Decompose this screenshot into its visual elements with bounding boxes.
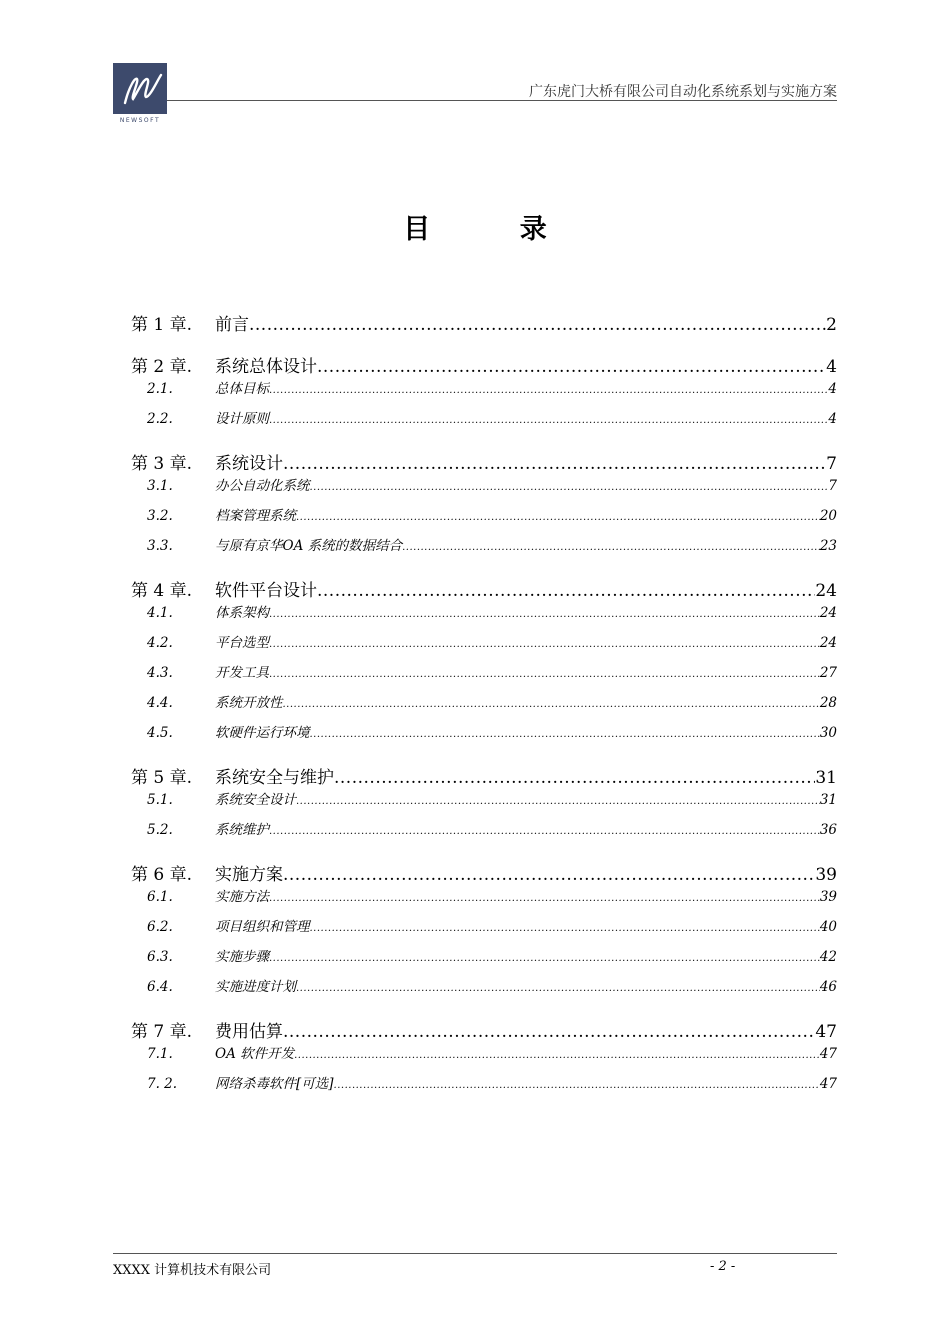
- section-number: 6.3.: [147, 949, 173, 965]
- dot-leader: [269, 822, 820, 838]
- footer-company: XXXX 计算机技术有限公司: [113, 1263, 272, 1278]
- section-number: 5.2.: [147, 822, 173, 838]
- logo-text: NEWSOFT: [119, 117, 161, 124]
- section-title: 办公自动化系统: [215, 478, 310, 494]
- toc-section-entry[interactable]: [131, 661, 837, 691]
- chapter-number: 第 1 章.: [131, 315, 193, 335]
- toc-section-entry[interactable]: [131, 885, 837, 915]
- section-page: 40: [819, 919, 837, 935]
- section-number: 2.1.: [147, 381, 173, 397]
- section-page: 36: [819, 822, 837, 838]
- dot-leader: [269, 665, 820, 681]
- toc-section-entry[interactable]: [131, 1042, 837, 1072]
- header-title: 广东虎门大桥有限公司自动化系统系划与实施方案: [529, 84, 837, 100]
- toc-section-entry[interactable]: [131, 474, 837, 504]
- section-number: 4.1.: [147, 605, 173, 621]
- toc-section-entry[interactable]: [131, 504, 837, 534]
- dot-leader: [269, 605, 820, 621]
- section-page: 4: [828, 411, 837, 427]
- section-page: 47: [819, 1076, 837, 1092]
- section-title: 体系架构: [215, 605, 269, 621]
- section-number: 7. 2.: [147, 1076, 178, 1092]
- section-title: 设计原则: [215, 411, 269, 427]
- section-number: 5.1.: [147, 792, 173, 808]
- section-number: 3.1.: [147, 478, 173, 494]
- section-page: 47: [819, 1046, 837, 1062]
- section-number: 4.3.: [147, 665, 173, 681]
- dot-leader: [294, 1046, 820, 1062]
- toc-chapter-entry[interactable]: [131, 310, 837, 340]
- dot-leader: [296, 979, 820, 995]
- section-page: 46: [819, 979, 837, 995]
- section-page: 42: [819, 949, 837, 965]
- section-number: 7.1.: [147, 1046, 173, 1062]
- section-title: 项目组织和管理: [215, 919, 310, 935]
- section-title: 实施步骤: [215, 949, 269, 965]
- chapter-page: 47: [815, 1022, 837, 1042]
- dot-leader: [317, 581, 815, 601]
- section-number: 4.4.: [147, 695, 173, 711]
- chapter-page: 7: [826, 454, 837, 474]
- chapter-number: 第 6 章.: [131, 865, 193, 885]
- table-of-contents: [131, 310, 837, 1102]
- dot-leader: [269, 889, 820, 905]
- chapter-page: 31: [815, 768, 837, 788]
- chapter-title: 系统安全与维护: [215, 768, 334, 788]
- section-title: 档案管理系统: [215, 508, 296, 524]
- chapter-page: 2: [826, 315, 837, 335]
- section-title: 平台选型: [215, 635, 269, 651]
- section-page: 4: [828, 381, 837, 397]
- section-page: 20: [819, 508, 837, 524]
- toc-section-entry[interactable]: [131, 691, 837, 721]
- toc-section-entry[interactable]: [131, 945, 837, 975]
- dot-leader: [269, 411, 828, 427]
- section-number: 6.2.: [147, 919, 173, 935]
- section-number: 4.5.: [147, 725, 173, 741]
- toc-section-entry[interactable]: [131, 377, 837, 407]
- chapter-number: 第 4 章.: [131, 581, 193, 601]
- chapter-page: 4: [826, 357, 837, 377]
- chapter-title: 费用估算: [215, 1022, 283, 1042]
- dot-leader: [334, 768, 815, 788]
- toc-section-entry[interactable]: [131, 631, 837, 661]
- toc-section-entry[interactable]: [131, 534, 837, 564]
- toc-section-entry[interactable]: [131, 915, 837, 945]
- section-title: 网络杀毒软件[可选]: [215, 1076, 334, 1092]
- footer-divider: [113, 1253, 837, 1254]
- chapter-page: 39: [815, 865, 837, 885]
- section-title: 实施进度计划: [215, 979, 296, 995]
- footer-page-number: - 2 -: [710, 1259, 736, 1274]
- dot-leader: [296, 508, 820, 524]
- toc-section-entry[interactable]: [131, 975, 837, 1005]
- dot-leader: [310, 919, 820, 935]
- section-title: OA 软件开发: [215, 1046, 295, 1062]
- toc-section-entry[interactable]: [131, 818, 837, 848]
- chapter-title: 实施方案: [215, 865, 283, 885]
- section-number: 6.4.: [147, 979, 173, 995]
- toc-section-entry[interactable]: [131, 1072, 837, 1102]
- logo-mark: [113, 63, 167, 114]
- chapter-title: 前言: [215, 315, 249, 335]
- section-page: 24: [819, 635, 837, 651]
- dot-leader: [310, 725, 820, 741]
- section-number: 4.2.: [147, 635, 173, 651]
- chapter-number: 第 2 章.: [131, 357, 193, 377]
- dot-leader: [283, 454, 826, 474]
- dot-leader: [283, 865, 815, 885]
- section-title: 系统安全设计: [215, 792, 296, 808]
- dot-leader: [334, 1076, 820, 1092]
- section-title: 与原有京华OA 系统的数据结合: [215, 538, 403, 554]
- chapter-title: 软件平台设计: [215, 581, 317, 601]
- chapter-number: 第 5 章.: [131, 768, 193, 788]
- section-number: 2.2.: [147, 411, 173, 427]
- section-page: 24: [819, 605, 837, 621]
- section-number: 3.2.: [147, 508, 173, 524]
- chapter-title: 系统设计: [215, 454, 283, 474]
- toc-section-entry[interactable]: [131, 788, 837, 818]
- toc-title: 目 录: [403, 214, 587, 245]
- dot-leader: [283, 695, 820, 711]
- dot-leader: [310, 478, 829, 494]
- section-number: 6.1.: [147, 889, 173, 905]
- chapter-number: 第 3 章.: [131, 454, 193, 474]
- toc-section-entry[interactable]: [131, 601, 837, 631]
- section-page: 27: [819, 665, 837, 681]
- chapter-page: 24: [815, 581, 837, 601]
- dot-leader: [269, 635, 820, 651]
- dot-leader: [317, 357, 826, 377]
- header-divider: [167, 100, 837, 101]
- section-page: 31: [819, 792, 837, 808]
- toc-section-entry[interactable]: [131, 721, 837, 751]
- section-page: 28: [819, 695, 837, 711]
- dot-leader: [283, 1022, 815, 1042]
- toc-section-entry[interactable]: [131, 407, 837, 437]
- dot-leader: [269, 381, 828, 397]
- chapter-number: 第 7 章.: [131, 1022, 193, 1042]
- section-page: 23: [819, 538, 837, 554]
- dot-leader: [269, 949, 820, 965]
- section-title: 实施方法: [215, 889, 269, 905]
- dot-leader: [249, 315, 826, 335]
- dot-leader: [402, 538, 820, 554]
- section-page: 7: [828, 478, 837, 494]
- section-title: 系统开放性: [215, 695, 283, 711]
- section-page: 30: [819, 725, 837, 741]
- chapter-title: 系统总体设计: [215, 357, 317, 377]
- section-title: 软硬件运行环境: [215, 725, 310, 741]
- section-number: 3.3.: [147, 538, 173, 554]
- section-title: 开发工具: [215, 665, 269, 681]
- section-title: 系统维护: [215, 822, 269, 838]
- section-title: 总体目标: [215, 381, 269, 397]
- dot-leader: [296, 792, 820, 808]
- company-logo: [113, 63, 167, 127]
- section-page: 39: [819, 889, 837, 905]
